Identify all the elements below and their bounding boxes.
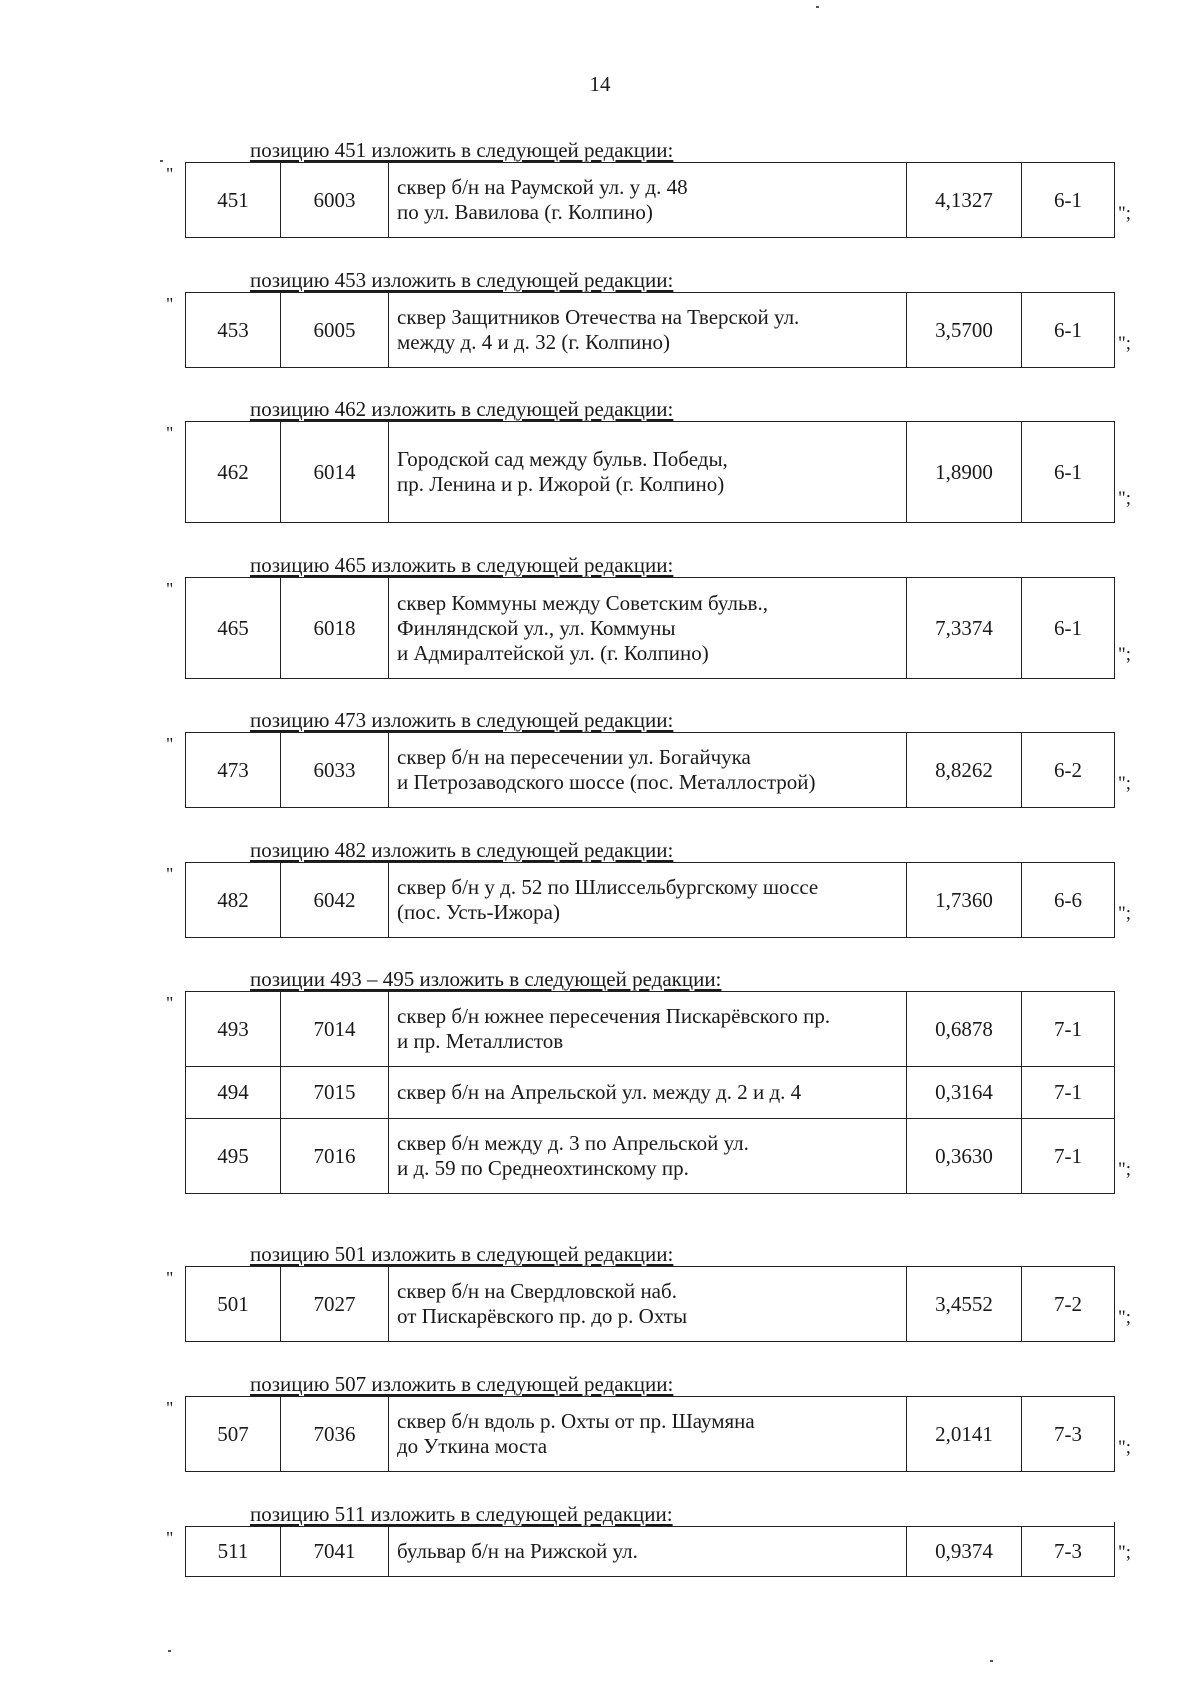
area-cell: 1,7360 (907, 863, 1022, 938)
close-quote-mark: "; (1118, 773, 1132, 794)
object-name-cell (389, 578, 907, 679)
position-number-cell: 507 (186, 1397, 281, 1472)
object-name-line: пр. Ленина и р. Ижорой (г. Колпино) (397, 472, 725, 496)
open-quote-mark: " (166, 993, 174, 1013)
object-code-cell: 6042 (281, 863, 389, 938)
open-quote-mark: " (166, 734, 174, 754)
zone-cell: 7-1 (1022, 1067, 1115, 1119)
section-heading: позицию 465 изложить в следующей редакции: (250, 553, 674, 577)
zone-cell: 7-3 (1022, 1397, 1115, 1472)
object-name-cell (389, 163, 907, 238)
area-cell: 0,3630 (907, 1119, 1022, 1194)
object-name-cell (389, 1527, 907, 1577)
object-name-cell (389, 1119, 907, 1194)
object-name-line: сквер б/н на пересечении ул. Богайчука (397, 745, 751, 769)
area-cell: 7,3374 (907, 578, 1022, 679)
object-name-line: сквер б/н на Апрельской ул. между д. 2 и д. 4 (397, 1080, 802, 1104)
position-number-cell: 501 (186, 1267, 281, 1342)
object-code-cell: 7027 (281, 1267, 389, 1342)
object-name-cell (389, 733, 907, 808)
table-row (186, 578, 1115, 679)
close-quote-mark: "; (1118, 1437, 1132, 1458)
entries-table (185, 991, 1115, 1194)
object-name-line: от Пискарёвского пр. до р. Охты (397, 1304, 688, 1328)
section-heading: позицию 451 изложить в следующей редакции: (250, 138, 674, 162)
open-quote-mark: " (166, 1528, 174, 1548)
object-name-line: (пос. Усть-Ижора) (397, 900, 560, 924)
object-code-cell: 7015 (281, 1067, 389, 1119)
entries-table (185, 1526, 1115, 1577)
zone-cell: 6-1 (1022, 163, 1115, 238)
section-heading: позицию 482 изложить в следующей редакции: (250, 838, 674, 862)
object-name-cell (389, 992, 907, 1067)
close-quote-mark: "; (1118, 488, 1132, 509)
table-row (186, 1267, 1115, 1342)
object-code-cell: 6005 (281, 293, 389, 368)
area-cell: 0,6878 (907, 992, 1022, 1067)
zone-cell: 6-2 (1022, 733, 1115, 808)
close-quote-mark: "; (1118, 203, 1132, 224)
object-name-line: Финляндской ул., ул. Коммуны (397, 615, 676, 640)
area-cell: 4,1327 (907, 163, 1022, 238)
object-code-cell: 7014 (281, 992, 389, 1067)
table-row (186, 1067, 1115, 1119)
object-name-line: и пр. Металлистов (397, 1029, 564, 1053)
close-quote-mark: "; (1118, 333, 1132, 354)
object-name-line: до Уткина моста (397, 1434, 548, 1458)
object-name-line: сквер б/н южнее пересечения Пискарёвского пр. (397, 1004, 831, 1028)
zone-cell: 6-1 (1022, 578, 1115, 679)
position-number-cell: 453 (186, 293, 281, 368)
entries-table (185, 1266, 1115, 1342)
scan-speck (816, 6, 819, 8)
position-number-cell: 495 (186, 1119, 281, 1194)
table-row (186, 1527, 1115, 1577)
zone-cell: 7-2 (1022, 1267, 1115, 1342)
entries-table (185, 1396, 1115, 1472)
entries-table (185, 577, 1115, 679)
area-cell: 2,0141 (907, 1397, 1022, 1472)
area-cell: 8,8262 (907, 733, 1022, 808)
section-heading: позицию 462 изложить в следующей редакции: (250, 397, 674, 421)
close-quote-mark: "; (1118, 1159, 1132, 1180)
area-cell: 1,8900 (907, 422, 1022, 523)
object-name-line: Городской сад между бульв. Победы, (397, 447, 728, 471)
section-heading: позицию 453 изложить в следующей редакции: (250, 268, 674, 292)
object-name-line: сквер б/н у д. 52 по Шлиссельбургскому шоссе (397, 875, 819, 899)
object-code-cell: 6033 (281, 733, 389, 808)
area-cell: 3,4552 (907, 1267, 1022, 1342)
object-name-line: по ул. Вавилова (г. Колпино) (397, 200, 653, 224)
open-quote-mark: " (166, 423, 174, 443)
entries-table (185, 732, 1115, 808)
object-code-cell: 6014 (281, 422, 389, 523)
table-row (186, 733, 1115, 808)
position-number-cell: 465 (186, 578, 281, 679)
scan-speck (990, 1660, 993, 1662)
section-heading: позицию 473 изложить в следующей редакции: (250, 708, 674, 732)
table-row (186, 863, 1115, 938)
zone-cell: 7-1 (1022, 992, 1115, 1067)
section-heading: позиции 493 – 495 изложить в следующей редакции: (250, 967, 722, 991)
object-name-cell (389, 1067, 907, 1119)
object-code-cell: 7041 (281, 1527, 389, 1577)
entries-table (185, 162, 1115, 238)
zone-cell: 7-3 (1022, 1527, 1115, 1577)
zone-cell: 7-1 (1022, 1119, 1115, 1194)
table-row (186, 163, 1115, 238)
close-quote-mark: "; (1118, 903, 1132, 924)
open-quote-mark: " (166, 164, 174, 184)
object-code-cell: 7036 (281, 1397, 389, 1472)
position-number-cell: 451 (186, 163, 281, 238)
section-heading: позицию 507 изложить в следующей редакции: (250, 1372, 674, 1396)
table-row (186, 1119, 1115, 1194)
entries-table (185, 862, 1115, 938)
scan-speck (160, 160, 163, 162)
object-name-line: сквер б/н между д. 3 по Апрельской ул. (397, 1131, 749, 1155)
object-name-line: и Адмиралтейской ул. (г. Колпино) (397, 640, 709, 665)
zone-cell: 6-1 (1022, 422, 1115, 523)
entries-table (185, 421, 1115, 523)
object-name-line: и Петрозаводского шоссе (пос. Металлострой) (397, 770, 816, 794)
table-row (186, 1397, 1115, 1472)
object-name-line: сквер Коммуны между Советским бульв., (397, 590, 768, 615)
table-row (186, 992, 1115, 1067)
object-name-cell (389, 293, 907, 368)
position-number-cell: 473 (186, 733, 281, 808)
object-code-cell: 6003 (281, 163, 389, 238)
position-number-cell: 462 (186, 422, 281, 523)
page-number: 14 (589, 72, 611, 96)
area-cell: 0,9374 (907, 1527, 1022, 1577)
object-name-cell (389, 1397, 907, 1472)
open-quote-mark: " (166, 294, 174, 314)
object-name-line: сквер б/н на Свердловской наб. (397, 1279, 677, 1303)
object-name-line: между д. 4 и д. 32 (г. Колпино) (397, 330, 671, 354)
scan-speck (168, 1650, 171, 1652)
close-quote-mark: "; (1118, 1307, 1132, 1328)
zone-cell: 6-6 (1022, 863, 1115, 938)
object-name-cell (389, 863, 907, 938)
object-code-cell: 7016 (281, 1119, 389, 1194)
open-quote-mark: " (166, 1268, 174, 1288)
position-number-cell: 482 (186, 863, 281, 938)
section-heading: позицию 511 изложить в следующей редакции: (250, 1502, 673, 1526)
object-name-line: сквер Защитников Отечества на Тверской ул. (397, 305, 800, 329)
object-name-line: сквер б/н вдоль р. Охты от пр. Шаумяна (397, 1409, 755, 1433)
close-quote-mark: "; (1118, 1542, 1132, 1563)
object-name-line: бульвар б/н на Рижской ул. (397, 1539, 638, 1563)
open-quote-mark: " (166, 579, 174, 599)
area-cell: 0,3164 (907, 1067, 1022, 1119)
close-quote-mark: "; (1118, 644, 1132, 665)
table-row (186, 422, 1115, 523)
zone-cell: 6-1 (1022, 293, 1115, 368)
position-number-cell: 494 (186, 1067, 281, 1119)
section-heading: позицию 501 изложить в следующей редакции: (250, 1242, 674, 1266)
object-name-cell (389, 422, 907, 523)
position-number-cell: 493 (186, 992, 281, 1067)
open-quote-mark: " (166, 864, 174, 884)
object-name-line: сквер б/н на Раумской ул. у д. 48 (397, 175, 688, 199)
open-quote-mark: " (166, 1398, 174, 1418)
object-name-line: и д. 59 по Среднеохтинскому пр. (397, 1156, 689, 1180)
entries-table (185, 292, 1115, 368)
table-row (186, 293, 1115, 368)
area-cell: 3,5700 (907, 293, 1022, 368)
object-name-cell (389, 1267, 907, 1342)
position-number-cell: 511 (186, 1527, 281, 1577)
object-code-cell: 6018 (281, 578, 389, 679)
